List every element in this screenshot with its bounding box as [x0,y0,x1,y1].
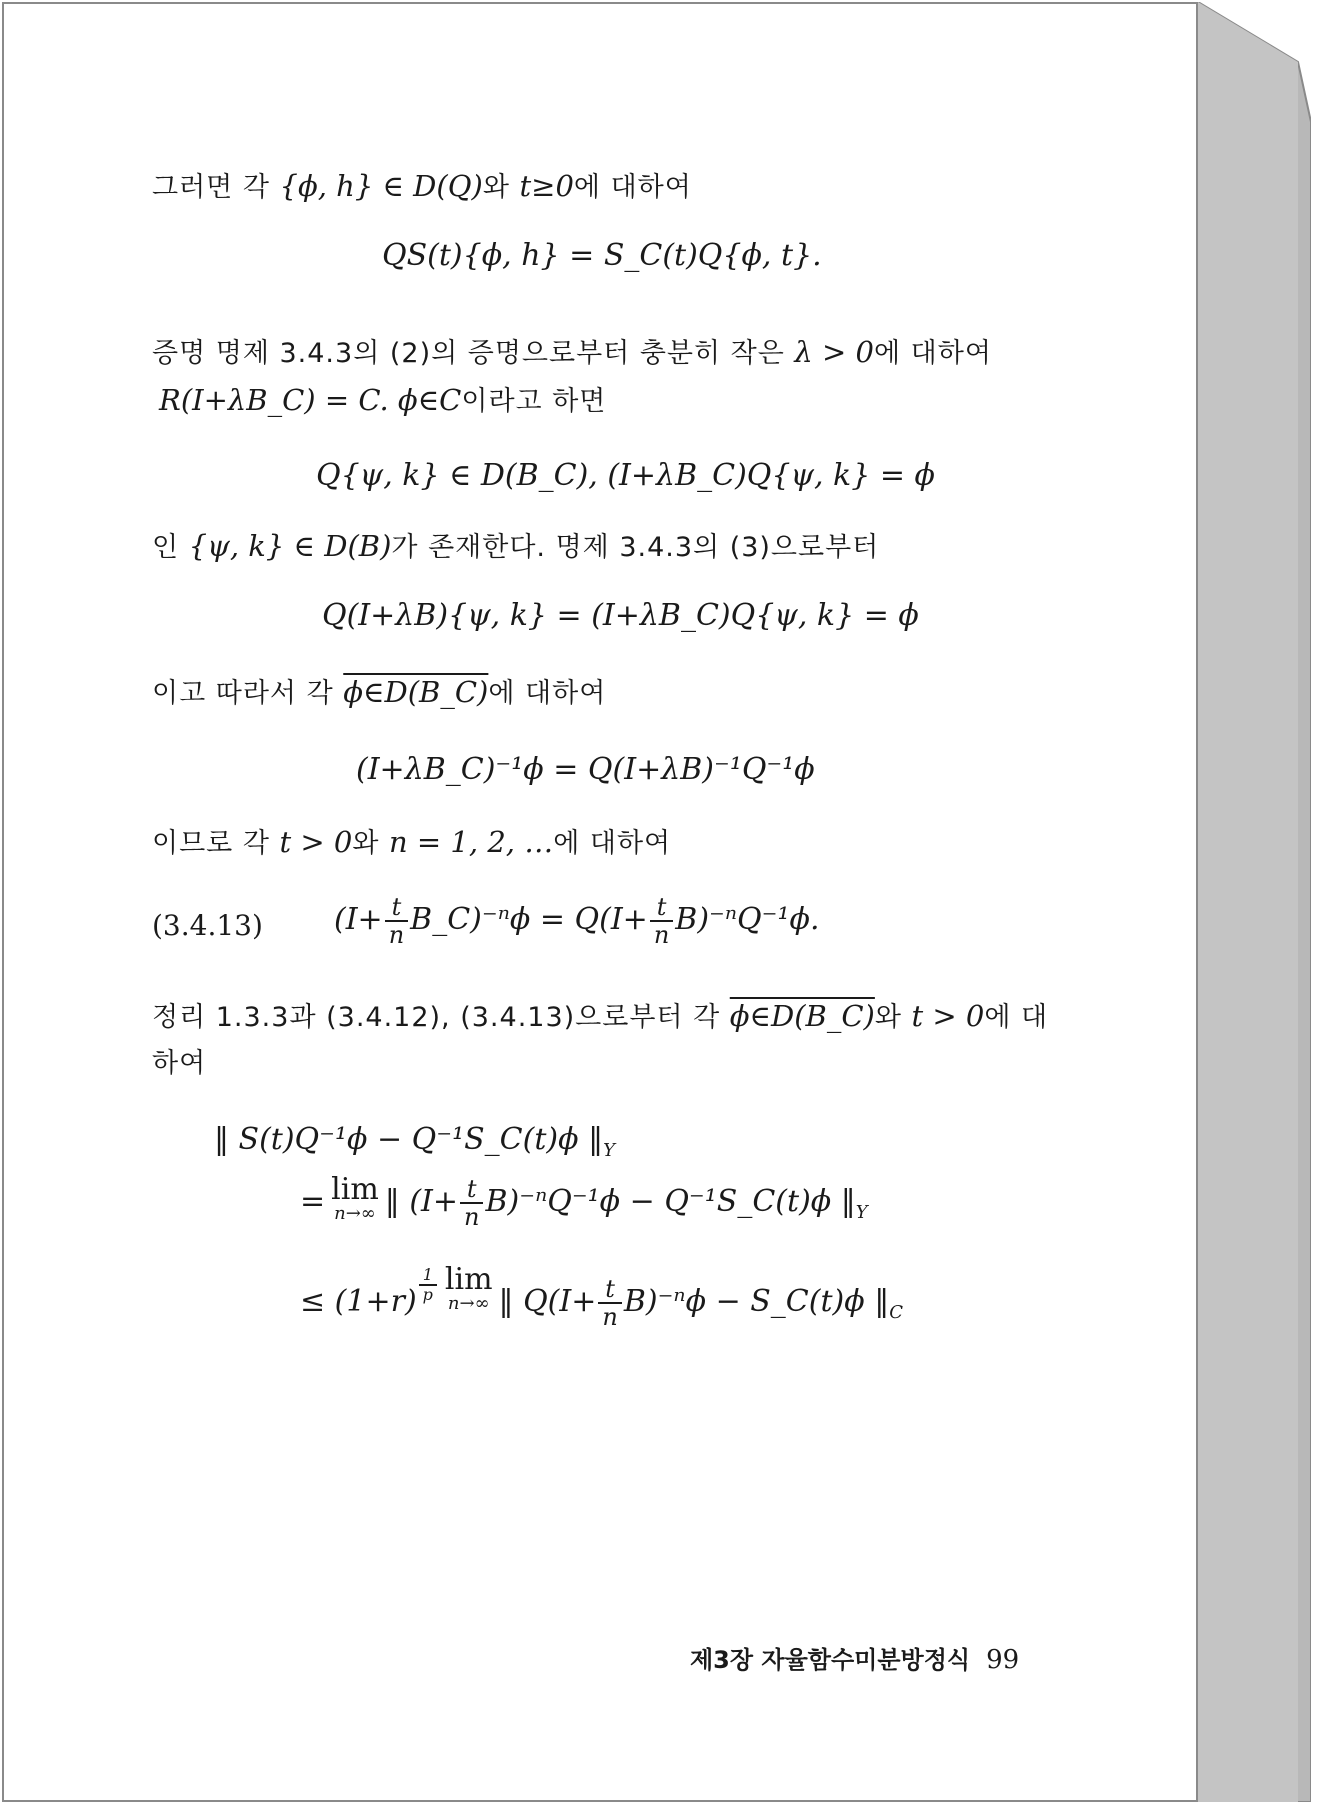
fraction-t-over-n: $\frac{t}{n}$ [385,894,408,948]
limit-operator: lim n→∞ [444,1262,493,1314]
fraction-t-over-n: $\frac{t}{n}$ [598,1276,621,1330]
chapter-title: 제3장 자율함수미분방정식 [690,1646,971,1674]
equation-5-tag: (3.4.13) [152,909,263,942]
text-line-4: 인 {ψ, k} ∈ D(B)가 존재한다. 명제 3.4.3의 (3)으로부터 [152,529,880,563]
document-page [2,2,1198,1802]
exponent-fraction: 1 p [419,1266,437,1304]
equation-4: (I+λB_C)⁻¹ϕ = Q(I+λB)⁻¹Q⁻¹ϕ [356,752,815,787]
page-footer [690,1640,1019,1675]
equation-7: = lim n→∞ ‖ (I+ $\frac{t}{n}$ B)⁻ⁿQ⁻¹ϕ − Q⁻¹S_C(t)ϕ $‖_Y$ [300,1172,868,1231]
book-spine [1198,2,1311,1802]
equation-6: ‖ S(t)Q⁻¹ϕ − Q⁻¹S_C(t)ϕ $‖_Y$ [214,1122,615,1161]
limit-operator: lim n→∞ [331,1172,379,1224]
equation-1: QS(t){ϕ, h} = S_C(t)Q{ϕ, t}. [382,238,822,273]
text-line-6: 이므로 각 t > 0와 n = 1, 2, …에 대하여 [152,825,672,859]
fraction-t-over-n: $\frac{t}{n}$ [460,1176,483,1230]
text-line-3: R(I+λB_C) = C. ϕ∈C이라고 하면 [159,383,607,417]
page-number: 99 [986,1645,1020,1675]
text-line-7: 정리 1.3.3과 (3.4.12), (3.4.13)으로부터 각 ϕ∈D(B_C)와 t > 0에 대 [152,999,1049,1033]
equation-5: (I+ $\frac{t}{n}$ B_C)⁻ⁿϕ = Q(I+ $\frac{t}{n}$ B)⁻ⁿQ⁻¹ϕ. [334,893,820,949]
text-line-5: 이고 따라서 각 ϕ∈D(B_C)에 대하여 [152,675,607,709]
text-line-8: 하여 [152,1048,207,1079]
text-line-1: 그러면 각 {ϕ, h} ∈ D(Q)와 t≥0에 대하여 [152,169,692,203]
equation-2: Q{ψ, k} ∈ D(B_C), (I+λB_C)Q{ψ, k} = ϕ [316,458,935,493]
equation-8: ≤ (1+r) $^{\frac{1}{p}}$ lim n→∞ ‖ Q(I+ $\frac{t}{n}$ B)⁻ⁿϕ − S_C(t)ϕ $‖_C$ [300,1262,903,1331]
equation-3: Q(I+λB){ψ, k} = (I+λB_C)Q{ψ, k} = ϕ [322,598,919,633]
text-line-2: 증명 명제 3.4.3의 (2)의 증명으로부터 충분히 작은 λ > 0에 대하여 [152,335,992,369]
fraction-t-over-n: $\frac{t}{n}$ [650,894,673,948]
